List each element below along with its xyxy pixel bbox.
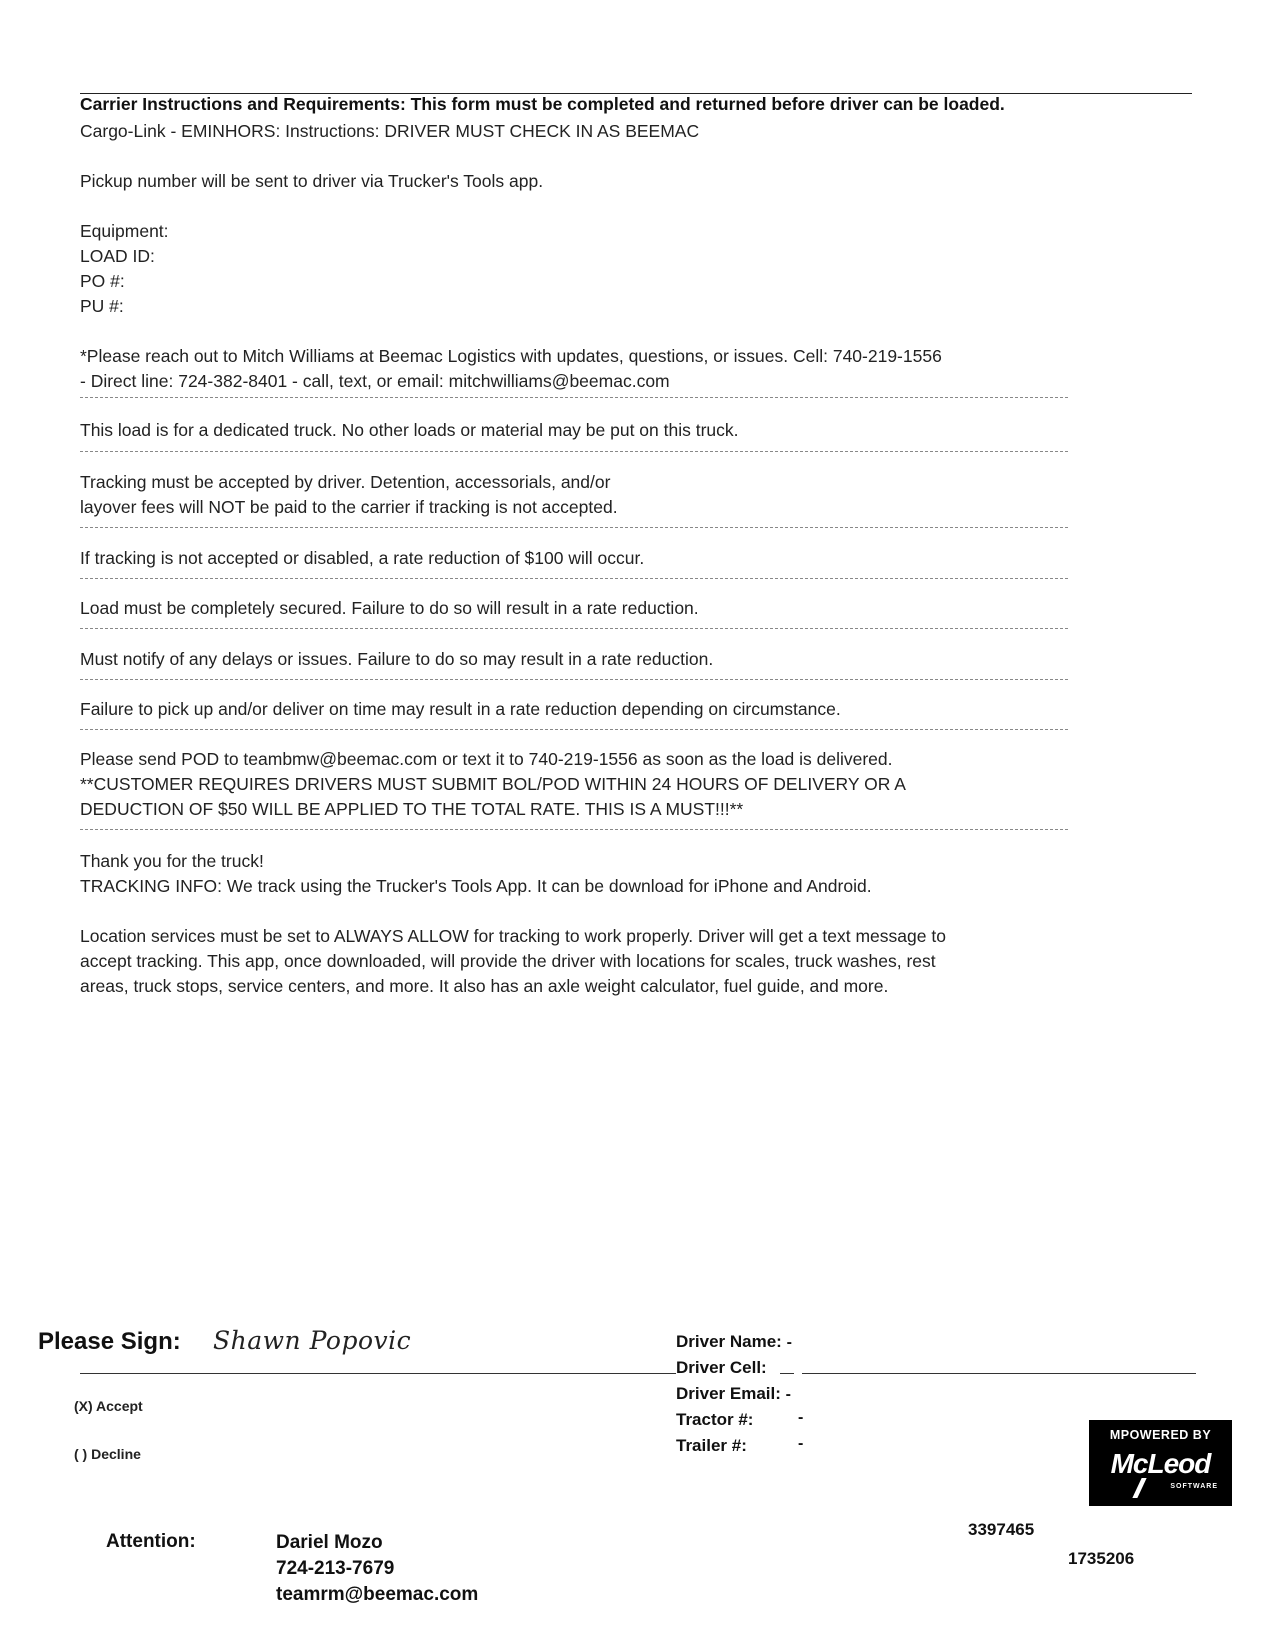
contact-line-2: - Direct line: 724-382-8401 - call, text, or email: mitchwilliams@beemac.com	[80, 371, 670, 391]
signature-name[interactable]: Shawn Popovic	[213, 1326, 412, 1355]
reference-number-2: 1735206	[1068, 1549, 1135, 1568]
location-line-3: areas, truck stops, service centers, and more. It also has an axle weight calculator, fuel guide, and more.	[80, 976, 889, 996]
please-sign-label: Please Sign:	[38, 1328, 181, 1355]
fields-block	[80, 219, 1190, 319]
tracking-line-1: Tracking must be accepted by driver. Detention, accessorials, and/or	[80, 472, 611, 492]
pu-label: PU #:	[80, 296, 124, 316]
signature-line	[780, 1373, 794, 1374]
tractor-value[interactable]: -	[798, 1409, 804, 1426]
ontime-rule: Failure to pick up and/or deliver on time may result in a rate reduction depending on circumstance.	[80, 699, 841, 719]
location-line-2: accept tracking. This app, once downloaded, will provide the driver with locations for scales, truck washes, rest	[80, 951, 936, 971]
divider	[80, 679, 1068, 680]
signature-line	[80, 1373, 677, 1374]
divider	[80, 628, 1068, 629]
contact-line-1: *Please reach out to Mitch Williams at Beemac Logistics with updates, questions, or issues. Cell: 740-219-1556	[80, 346, 942, 366]
attention-contact	[276, 1530, 478, 1608]
dedicated-rule: This load is for a dedicated truck. No other loads or material may be put on this truck.	[80, 420, 739, 440]
accept-option[interactable]: (X) Accept	[74, 1398, 143, 1414]
tracking-info-line: TRACKING INFO: We track using the Trucker's Tools App. It can be download for iPhone and Android.	[80, 876, 872, 896]
contact-name: Dariel Mozo	[276, 1532, 383, 1553]
po-label: PO #:	[80, 271, 125, 291]
contact-email[interactable]: teamrm@beemac.com	[276, 1584, 479, 1605]
mcleod-logo	[1089, 1420, 1232, 1506]
attention-label: Attention:	[106, 1531, 196, 1552]
secured-rule: Load must be completely secured. Failure to do so will result in a rate reduction.	[80, 598, 699, 618]
logo-top-text: MPOWERED BY	[1109, 1428, 1212, 1442]
pod-line-1: Please send POD to teambmw@beemac.com or text it to 740-219-1556 as soon as the load is delivered.	[80, 749, 893, 769]
divider	[80, 578, 1068, 579]
location-line-1: Location services must be set to ALWAYS ALLOW for tracking to work properly. Driver will get a text message to	[80, 926, 946, 946]
contact-note	[80, 344, 1190, 394]
signature-line	[802, 1373, 1196, 1374]
logo-slash-icon	[1132, 1478, 1146, 1498]
driver-name-row	[676, 1329, 792, 1356]
equipment-label: Equipment:	[80, 221, 169, 241]
load-id-label: LOAD ID:	[80, 246, 155, 266]
delays-rule: Must notify of any delays or issues. Failure to do so may result in a rate reduction.	[80, 649, 714, 669]
tractor-label: Tractor #:	[676, 1410, 754, 1429]
thanks-line: Thank you for the truck!	[80, 851, 264, 871]
rate-reduction-rule: If tracking is not accepted or disabled, a rate reduction of $100 will occur.	[80, 548, 645, 568]
reference-number-1: 3397465	[968, 1520, 1035, 1539]
pickup-note: Pickup number will be sent to driver via Trucker's Tools app.	[80, 171, 544, 191]
logo-main-text: McLeod	[1110, 1448, 1211, 1479]
driver-cell-label: Driver Cell:	[676, 1358, 767, 1377]
contact-phone: 724-213-7679	[276, 1558, 395, 1579]
divider	[80, 729, 1068, 730]
pod-rule	[80, 747, 1190, 822]
logo-sub-text: SOFTWARE	[1170, 1483, 1218, 1490]
trailer-row	[676, 1433, 747, 1459]
form-title: Carrier Instructions and Requirements: This form must be completed and returned before driver can be loaded.	[80, 94, 1005, 114]
driver-email-row	[676, 1381, 791, 1408]
driver-email-value[interactable]: -	[785, 1386, 791, 1403]
driver-email-label: Driver Email:	[676, 1384, 781, 1403]
tracking-line-2: layover fees will NOT be paid to the carrier if tracking is not accepted.	[80, 497, 618, 517]
closing-block	[80, 849, 1190, 899]
divider	[80, 397, 1068, 398]
instructions-line: Cargo-Link - EMINHORS: Instructions: DRIVER MUST CHECK IN AS BEEMAC	[80, 121, 700, 141]
decline-option[interactable]: ( ) Decline	[74, 1446, 141, 1462]
location-block	[80, 924, 1190, 999]
pod-line-3: DEDUCTION OF $50 WILL BE APPLIED TO THE TOTAL RATE. THIS IS A MUST!!!**	[80, 799, 744, 819]
divider	[80, 829, 1068, 830]
trailer-value[interactable]: -	[798, 1435, 804, 1452]
driver-name-label: Driver Name:	[676, 1332, 782, 1351]
tractor-row	[676, 1407, 753, 1433]
driver-name-value[interactable]: -	[786, 1334, 792, 1351]
trailer-label: Trailer #:	[676, 1436, 747, 1455]
divider	[80, 527, 1068, 528]
pod-line-2: **CUSTOMER REQUIRES DRIVERS MUST SUBMIT BOL/POD WITHIN 24 HOURS OF DELIVERY OR A	[80, 774, 906, 794]
divider	[80, 451, 1068, 452]
tracking-rule	[80, 470, 1190, 520]
driver-cell-row	[676, 1355, 771, 1381]
